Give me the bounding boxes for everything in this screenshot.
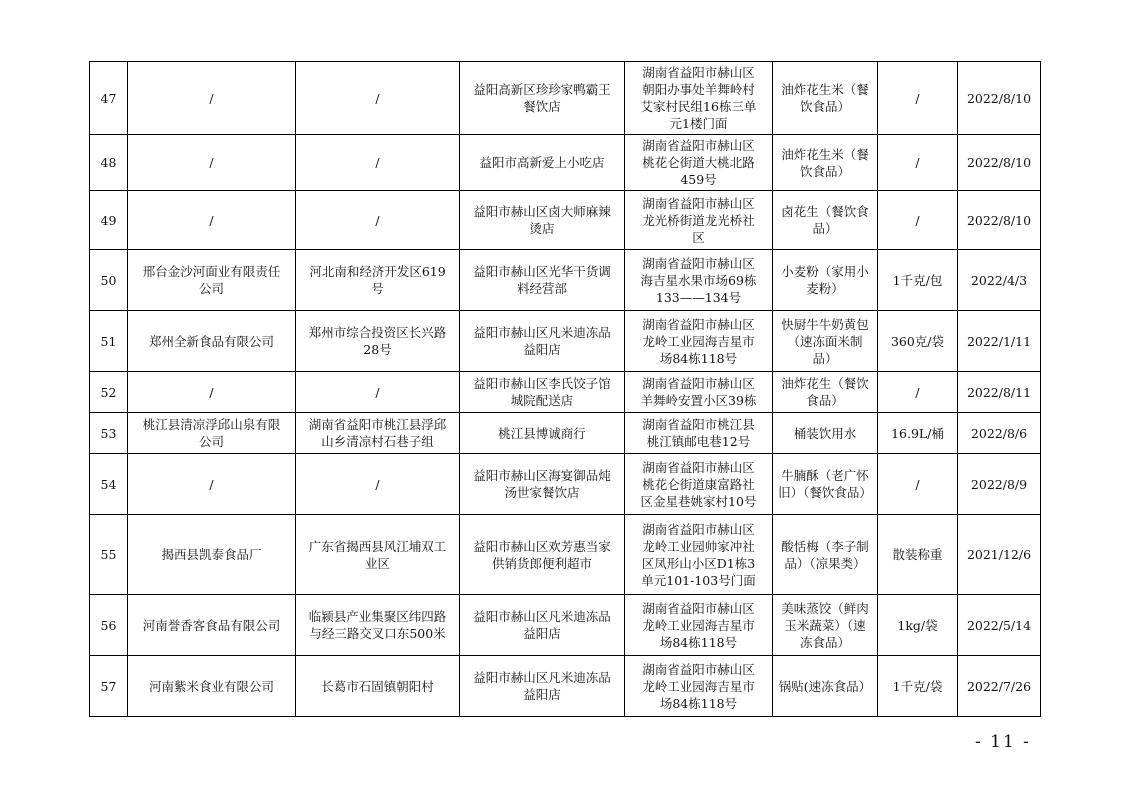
row-number: 50: [90, 250, 128, 311]
food-name: 卤花生（餐饮食 品）: [773, 191, 878, 250]
sampled-unit: 益阳市赫山区卤大师麻辣 烫店: [460, 191, 625, 250]
row-number: 52: [90, 372, 128, 413]
table-row: [90, 311, 1041, 372]
food-name: 油炸花生（餐饮 食品）: [773, 372, 878, 413]
manufacturer-address: /: [296, 62, 460, 135]
manufacturer-address: /: [296, 372, 460, 413]
manufacturer-name: 揭西县凯泰食品厂: [128, 515, 296, 595]
specification: /: [878, 454, 958, 515]
specification: 散装称重: [878, 515, 958, 595]
page-number: - 11 -: [975, 732, 1031, 752]
sampled-unit: 益阳市赫山区光华干货调 料经营部: [460, 250, 625, 311]
food-name: 美味蒸饺（鲜肉 玉米蔬菜）（速 冻食品）: [773, 595, 878, 656]
manufacturer-name: /: [128, 454, 296, 515]
table-row: [90, 135, 1041, 191]
sampled-unit-address: 湖南省益阳市赫山区 桃花仑街道大桃北路 459号: [625, 135, 773, 191]
sampled-unit: 益阳市赫山区海宴御品炖 汤世家餐饮店: [460, 454, 625, 515]
sampled-unit-address: 湖南省益阳市赫山区 海吉星水果市场69栋 133——134号: [625, 250, 773, 311]
production-date: 2022/8/9: [958, 454, 1041, 515]
manufacturer-name: 邢台金沙河面业有限责任 公司: [128, 250, 296, 311]
sampled-unit: 益阳市赫山区李氏饺子馆 城院配送店: [460, 372, 625, 413]
sampled-unit-address: 湖南省益阳市桃江县 桃江镇邮电巷12号: [625, 413, 773, 454]
table-row: [90, 413, 1041, 454]
food-name: 桶装饮用水: [773, 413, 878, 454]
sampled-unit: 益阳高新区珍珍家鸭霸王 餐饮店: [460, 62, 625, 135]
manufacturer-address: /: [296, 191, 460, 250]
sampled-unit-address: 湖南省益阳市赫山区 龙岭工业园海吉星市 场84栋118号: [625, 595, 773, 656]
row-number: 54: [90, 454, 128, 515]
table-row: [90, 250, 1041, 311]
row-number: 48: [90, 135, 128, 191]
manufacturer-name: 河南誉香客食品有限公司: [128, 595, 296, 656]
sampled-unit-address: 湖南省益阳市赫山区 龙岭工业园帅家冲社 区凤形山小区D1栋3 单元101-103号门面: [625, 515, 773, 595]
manufacturer-address: /: [296, 454, 460, 515]
manufacturer-address: 湖南省益阳市桃江县浮邱 山乡清凉村石巷子组: [296, 413, 460, 454]
production-date: 2022/7/26: [958, 656, 1041, 717]
production-date: 2021/12/6: [958, 515, 1041, 595]
table-row: [90, 656, 1041, 717]
manufacturer-name: 郑州全新食品有限公司: [128, 311, 296, 372]
specification: 1千克/袋: [878, 656, 958, 717]
manufacturer-address: 长葛市石固镇朝阳村: [296, 656, 460, 717]
food-name: 锅贴(速冻食品）: [773, 656, 878, 717]
production-date: 2022/8/6: [958, 413, 1041, 454]
manufacturer-name: /: [128, 62, 296, 135]
manufacturer-name: /: [128, 135, 296, 191]
manufacturer-address: 临颍县产业集聚区纬四路 与经三路交叉口东500米: [296, 595, 460, 656]
table-row: [90, 372, 1041, 413]
food-name: 油炸花生米（餐 饮食品）: [773, 135, 878, 191]
row-number: 57: [90, 656, 128, 717]
food-name: 小麦粉（家用小 麦粉）: [773, 250, 878, 311]
sampled-unit-address: 湖南省益阳市赫山区 朝阳办事处羊舞岭村 艾家村民组16栋三单 元1楼门面: [625, 62, 773, 135]
sampled-unit-address: 湖南省益阳市赫山区 龙岭工业园海吉星市 场84栋118号: [625, 311, 773, 372]
food-name: 油炸花生米（餐 饮食品）: [773, 62, 878, 135]
food-name: 酸恬梅（李子制 品）（凉果类）: [773, 515, 878, 595]
sampled-unit: 益阳市赫山区凡米迪冻品 益阳店: [460, 656, 625, 717]
table-row: [90, 191, 1041, 250]
table-row: [90, 454, 1041, 515]
specification: /: [878, 62, 958, 135]
row-number: 53: [90, 413, 128, 454]
specification: 360克/袋: [878, 311, 958, 372]
sampling-results-table: [89, 61, 1041, 717]
sampled-unit: 益阳市赫山区欢芳惠当家 供销货郎便利超市: [460, 515, 625, 595]
food-name: 快厨牛牛奶黄包 （速冻面米制 品）: [773, 311, 878, 372]
table-row: [90, 62, 1041, 135]
table-row: [90, 515, 1041, 595]
production-date: 2022/5/14: [958, 595, 1041, 656]
specification: /: [878, 135, 958, 191]
manufacturer-address: 广东省揭西县风江埔双工 业区: [296, 515, 460, 595]
manufacturer-name: /: [128, 372, 296, 413]
sampled-unit-address: 湖南省益阳市赫山区 桃花仑街道康富路社 区金星巷姚家村10号: [625, 454, 773, 515]
specification: /: [878, 191, 958, 250]
production-date: 2022/4/3: [958, 250, 1041, 311]
manufacturer-name: 河南紫米食业有限公司: [128, 656, 296, 717]
sampled-unit-address: 湖南省益阳市赫山区 羊舞岭安置小区39栋: [625, 372, 773, 413]
manufacturer-address: 河北南和经济开发区619 号: [296, 250, 460, 311]
production-date: 2022/8/10: [958, 135, 1041, 191]
sampled-unit: 桃江县博诚商行: [460, 413, 625, 454]
row-number: 51: [90, 311, 128, 372]
specification: 1千克/包: [878, 250, 958, 311]
sampled-unit-address: 湖南省益阳市赫山区 龙岭工业园海吉星市 场84栋118号: [625, 656, 773, 717]
production-date: 2022/8/10: [958, 62, 1041, 135]
production-date: 2022/8/10: [958, 191, 1041, 250]
row-number: 55: [90, 515, 128, 595]
row-number: 56: [90, 595, 128, 656]
table-row: [90, 595, 1041, 656]
production-date: 2022/8/11: [958, 372, 1041, 413]
sampled-unit: 益阳市赫山区凡米迪冻品 益阳店: [460, 311, 625, 372]
production-date: 2022/1/11: [958, 311, 1041, 372]
row-number: 49: [90, 191, 128, 250]
food-name: 牛腩酥（老广怀 旧）（餐饮食品）: [773, 454, 878, 515]
specification: /: [878, 372, 958, 413]
sampled-unit-address: 湖南省益阳市赫山区 龙光桥街道龙光桥社 区: [625, 191, 773, 250]
manufacturer-name: /: [128, 191, 296, 250]
specification: 1kg/袋: [878, 595, 958, 656]
row-number: 47: [90, 62, 128, 135]
manufacturer-name: 桃江县清凉浮邱山泉有限 公司: [128, 413, 296, 454]
manufacturer-address: /: [296, 135, 460, 191]
sampled-unit: 益阳市高新爱上小吃店: [460, 135, 625, 191]
sampled-unit: 益阳市赫山区凡米迪冻品 益阳店: [460, 595, 625, 656]
specification: 16.9L/桶: [878, 413, 958, 454]
manufacturer-address: 郑州市综合投资区长兴路 28号: [296, 311, 460, 372]
